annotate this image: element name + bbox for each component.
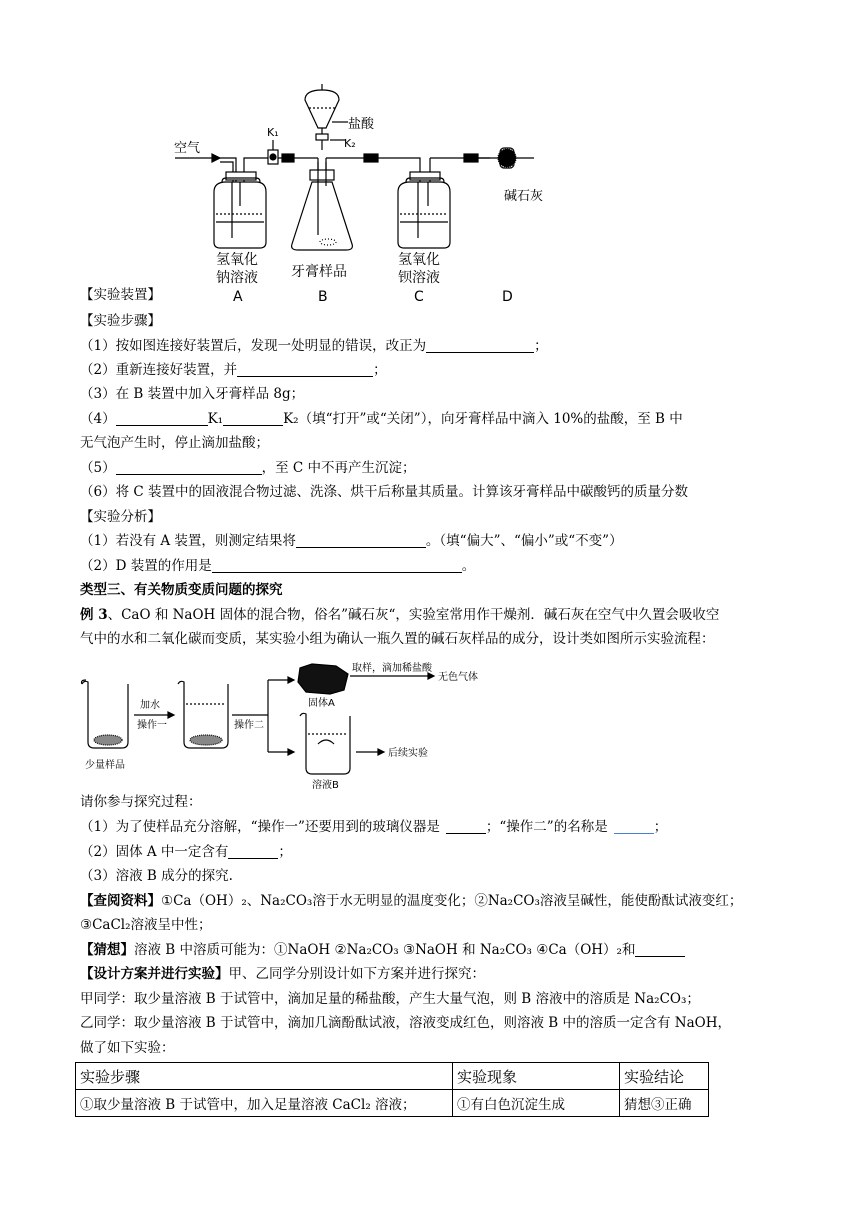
table-header: 实验现象: [453, 1063, 620, 1090]
c-label-2: 钡溶液: [398, 270, 440, 286]
k1-label: K₁: [267, 126, 279, 139]
air-label: 空气: [174, 141, 201, 156]
question-1: （1）为了使样品充分溶解，“操作一”还要用到的玻璃仪器是 ；“操作二”的名称是 ；: [80, 819, 668, 835]
student-jia: 甲同学：取少量溶液 B 于试管中，滴加足量的稀盐酸，产生大量气泡，则 B 溶液中的溶质是 Na₂CO₃；: [80, 991, 700, 1007]
solid-a-label: 固体A: [308, 698, 335, 709]
table-header-row: [76, 1063, 709, 1090]
sample-label: 少量样品: [85, 760, 125, 771]
beaker-dissolved: [178, 681, 228, 748]
table-row: [76, 1090, 709, 1117]
section-heading: 类型三、有关物质变质问题的探究: [80, 582, 283, 598]
step-2: （2）重新连接好装置，并 ；: [80, 362, 387, 378]
op2-label: 操作二: [234, 720, 264, 731]
table-cell: ①取少量溶液 B 于试管中，加入足量溶液 CaCl₂ 溶液；: [76, 1090, 453, 1117]
question-3: （3）溶液 B 成分的探究.: [80, 868, 233, 884]
letter-c: C: [414, 289, 424, 305]
reference-info: 【查阅资料】①Ca（OH）₂、Na₂CO₃溶于水无明显的温度变化；②Na₂CO₃溶液呈碱性，能使酚酞试液变红；: [80, 893, 743, 909]
device-title: 【实验装置】: [80, 287, 161, 303]
answer-blank[interactable]: [614, 819, 654, 834]
intro: 请你参与探究过程：: [80, 794, 202, 810]
step-4: （4） K₁ K₂（填“打开”或“关闭”），向牙膏样品中滴入 10%的盐酸，至 B 中: [80, 411, 683, 427]
letter-a: A: [233, 289, 243, 305]
solid-a-shape: [298, 664, 348, 694]
experiment-table: [75, 1062, 709, 1117]
design: 【设计方案并进行实验】甲、乙同学分别设计如下方案并进行探究：: [80, 966, 485, 982]
analysis-title: 【实验分析】: [80, 509, 161, 525]
a-label-2: 钠溶液: [216, 270, 258, 286]
colorless-gas-label: 无色气体: [438, 672, 478, 683]
student-yi: 乙同学：取少量溶液 B 于试管中，滴加几滴酚酞试液，溶液变成红色，则溶液 B 中的溶质一定含有 NaOH，: [80, 1015, 731, 1031]
beaker-solution-b: [300, 713, 350, 774]
answer-blank[interactable]: [635, 942, 685, 957]
reference-info-cont: ③CaCl₂溶液呈中性；: [80, 917, 212, 933]
table-header: 实验结论: [620, 1063, 709, 1090]
example-3-cont: 气中的水和二氧化碳而变质，某实验小组为确认一瓶久置的碱石灰样品的成分，设计类如图所示实验流程：: [80, 631, 715, 647]
analysis-2: （2）D 装置的作用是 。: [80, 558, 476, 574]
soda-lime-label: 碱石灰: [504, 189, 544, 204]
b-label: 牙膏样品: [291, 264, 347, 280]
beaker-sample: [82, 680, 129, 748]
table-header: 实验步骤: [76, 1063, 453, 1090]
op1-label: 操作一: [137, 720, 167, 731]
hcl-label: 盐酸: [348, 117, 375, 132]
answer-blank[interactable]: [446, 819, 486, 834]
step-3: （3）在 B 装置中加入牙膏样品 8g；: [80, 386, 305, 402]
steps-title: 【实验步骤】: [80, 313, 161, 329]
guess: 【猜想】溶液 B 中溶质可能为：①NaOH ②Na₂CO₃ ③NaOH 和 Na₂CO₃ ④Ca（OH）₂和: [80, 940, 685, 960]
example-3: 例 3、CaO 和 NaOH 固体的混合物，俗名”碱石灰“，实验室常用作干燥剂．碱石灰在空气中久置会吸收空: [80, 607, 720, 623]
letter-d: D: [502, 289, 513, 305]
step-6: （6）将 C 装置中的固液混合物过滤、洗涤、烘干后称量其质量。计算该牙膏样品中碳酸钙的质量分数: [80, 484, 688, 500]
answer-blank[interactable]: [228, 844, 278, 859]
question-2: （2）固体 A 中一定含有 ；: [80, 844, 292, 860]
step-4-cont: 无气泡产生时，停止滴加盐酸；: [80, 435, 269, 451]
step-5: （5） ，至 C 中不再产生沉淀；: [80, 460, 416, 476]
table-cell: ①有白色沉淀生成: [453, 1090, 620, 1117]
k2-label: K₂: [344, 137, 356, 150]
analysis-1: （1）若没有 A 装置，则测定结果将 。（填“偏大”、“偏小”或“不变”）: [80, 533, 623, 549]
table-cell: 猜想③正确: [620, 1090, 709, 1117]
student-yi-cont: 做了如下实验：: [80, 1040, 175, 1056]
c-label-1: 氢氧化: [398, 252, 440, 268]
add-water-label: 加水: [140, 700, 160, 711]
follow-up-label: 后续实验: [388, 748, 428, 759]
a-label-1: 氢氧化: [216, 252, 258, 268]
step-1: （1）按如图连接好装置后，发现一处明显的错误，改正为 ；: [80, 338, 548, 354]
take-sample-label: 取样，滴加稀盐酸: [352, 663, 432, 674]
letter-b: B: [318, 289, 328, 305]
solution-b-label: 溶液B: [312, 780, 339, 791]
